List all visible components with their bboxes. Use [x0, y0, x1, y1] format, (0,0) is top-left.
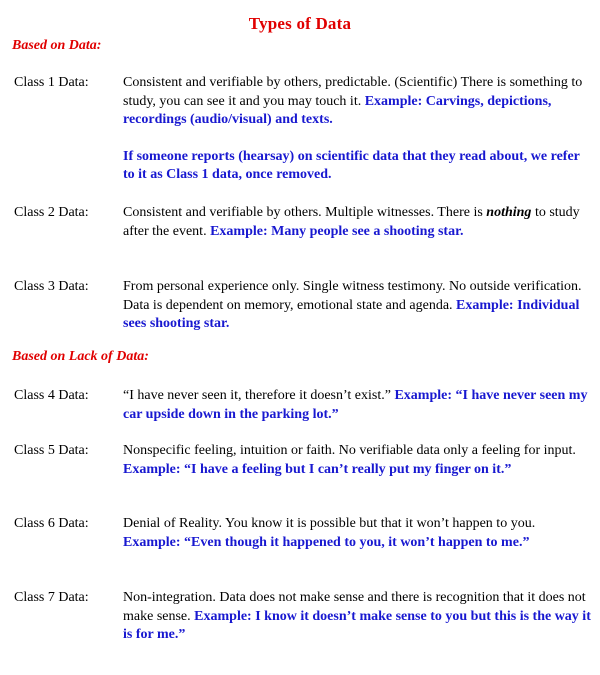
- class-3-label: Class 3 Data:: [14, 279, 89, 294]
- class-5-label: Class 5 Data:: [14, 443, 89, 458]
- class-7-example: Example: I know it doesn’t make sense to you but this is the way it is for me.”: [123, 608, 591, 642]
- class-1-body: [123, 74, 593, 185]
- class-5-example: Example: “I have a feeling but I can’t really put my finger on it.”: [123, 461, 512, 477]
- class-6-description: Denial of Reality. You know it is possible but that it won’t happen to you.: [123, 516, 536, 531]
- class-7-body: [123, 589, 593, 645]
- class-2-example: Example: Many people see a shooting star.: [210, 223, 464, 239]
- class-1-description: Consistent and verifiable by others, predictable. (Scientific) There is something to study, you can see it and you may touch it.: [123, 75, 583, 109]
- page-title: Types of Data: [248, 14, 352, 33]
- class-1-label: Class 1 Data:: [14, 75, 89, 90]
- class-6-label: Class 6 Data:: [14, 516, 89, 531]
- class-3-body: [123, 278, 593, 334]
- class-1-example: Example: Carvings, depictions, recordings (audio/visual) and texts.: [123, 93, 552, 127]
- class-5-body: [123, 442, 593, 479]
- class-3-description: From personal experience only. Single witness testimony. No outside verification. Data is dependent on memory, emotional state and agenda.: [123, 279, 582, 313]
- class-1-note: If someone reports (hearsay) on scientific data that they read about, we refer to it as Class 1 data, once removed.: [123, 148, 580, 182]
- class-2-body: [123, 204, 593, 241]
- class-7-label: Class 7 Data:: [14, 590, 89, 605]
- class-6-body: [123, 515, 593, 552]
- class-4-example: Example: “I have never seen my car upside down in the parking lot.”: [123, 388, 588, 422]
- class-2-description-start: Consistent and verifiable by others. Multiple witnesses. There is: [123, 205, 487, 220]
- section-heading-based-on-data: Based on Data:: [12, 38, 102, 53]
- section-heading-based-on-lack-of-data: Based on Lack of Data:: [12, 349, 149, 364]
- class-5-description: Nonspecific feeling, intuition or faith. No verifiable data only a feeling for input.: [123, 443, 576, 458]
- class-4-description: “I have never seen it, therefore it doesn’t exist.”: [123, 388, 395, 403]
- class-2-label: Class 2 Data:: [14, 205, 89, 220]
- class-4-body: [123, 387, 593, 424]
- class-7-description: Non-integration. Data does not make sense and there is recognition that it does not make sense.: [123, 590, 586, 624]
- class-2-description-end: to study after the event.: [123, 205, 580, 239]
- class-3-example: Example: Individual sees shooting star.: [123, 297, 580, 331]
- class-2-description-emphasis: nothing: [486, 205, 532, 220]
- class-4-label: Class 4 Data:: [14, 388, 89, 403]
- class-6-example: Example: “Even though it happened to you, it won’t happen to me.”: [123, 534, 530, 550]
